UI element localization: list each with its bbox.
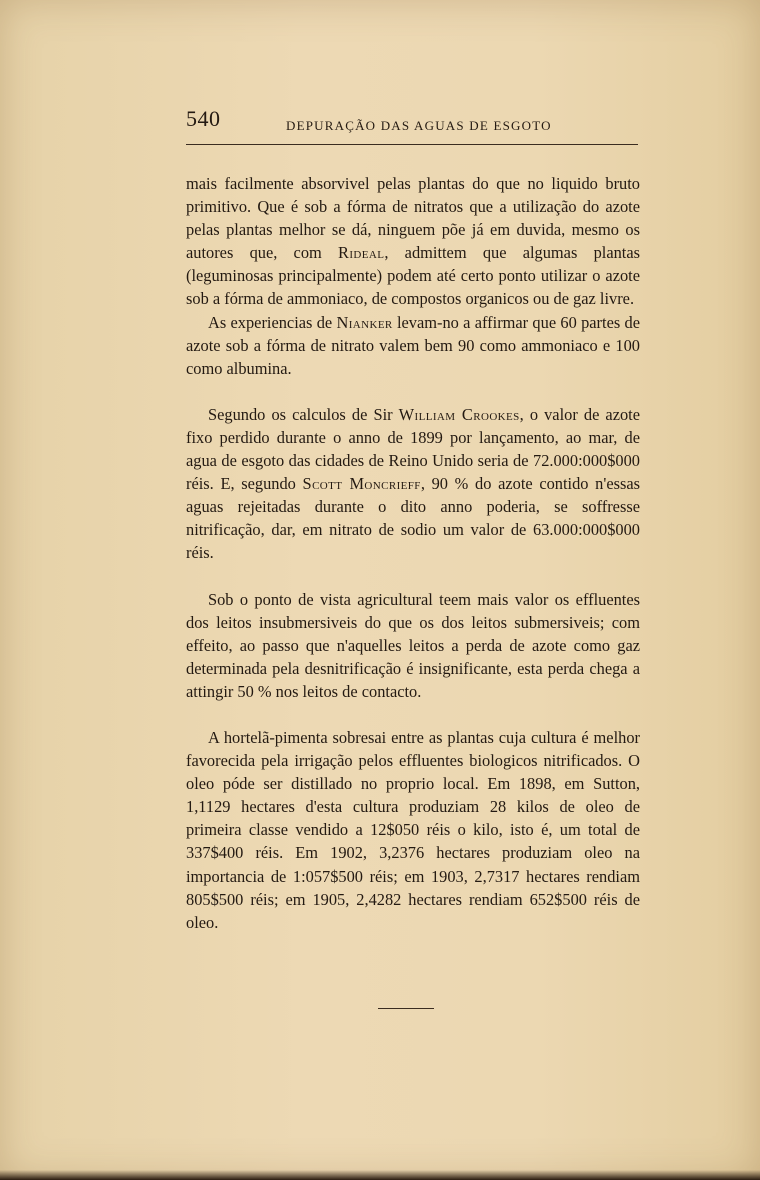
author-name-nianker: Nianker (336, 312, 393, 332)
paragraph-5: A hortelã-pimenta sobresai entre as plantas cuja cultura é melhor favorecida pela irrigação pelos effluentes biologicos nitrificados. O oleo póde ser distillado no proprio local. Em 1898, em Sutton, 1,1129 hectares d'esta cultura produziam 28 kilos de oleo de primeira classe vendido a 12$050 réis o kilo, isto é, um total de 337$400 réis. Em 1902, 3,2376 hectares produziam oleo na importancia de 1:057$500 réis; em 1903, 2,7317 hectares rendiam 805$500 réis; em 1905, 2,4282 hectares rendiam 652$500 réis de oleo. (186, 727, 640, 932)
paragraph-2 (186, 311, 640, 380)
paragraph-1 (186, 172, 640, 311)
author-name-rideal: Rideal (338, 243, 385, 263)
paragraph-2-tail: levam-no a affirmar que 60 partes de azote sob a fórma de nitrato valem bem 90 como ammoniaco e 100 como albumina. (186, 312, 640, 378)
page-header (186, 104, 638, 145)
paragraph-gap (186, 380, 640, 403)
paragraph-gap (186, 565, 640, 588)
paragraph-3-mid: , o valor de azote fixo perdido durante o anno de 1899 por lançamento, ao mar, de agua de esgoto das cidades de Reino Unido seria de 72.000:000$000 réis. E, segundo (186, 404, 641, 494)
end-rule (378, 1008, 434, 1009)
author-name-crookes: William Crookes (398, 404, 520, 424)
paragraph-1-tail: , admittem que algumas plantas (leguminosas principalmente) podem até certo ponto utilizar o azote sob a fórma de ammoniaco, de compostos organicos ou de gaz livre. (186, 243, 640, 309)
paragraph-1-text: mais facilmente absorvivel pelas plantas do que no liquido bruto primitivo. Que é sob a fórma de nitratos que a utilização do azote pelas plantas melhor se dá, ninguem põe já em duvida, mesmo os autores que, com (186, 174, 640, 263)
body-text (186, 172, 640, 934)
page-number: 540 (186, 106, 221, 131)
paragraph-gap (186, 703, 640, 726)
paragraph-3 (186, 403, 640, 565)
paragraph-3-tail: , 90 % do azote contido n'essas aguas rejeitadas durante o dito anno poderia, se soffresse nitrificação, dar, em nitrato de sodio um valor de 63.000:000$000 réis. (186, 474, 641, 563)
author-name-moncrieff: Scott Moncrieff (302, 474, 421, 494)
paragraph-2-head: As experiencias de (208, 312, 337, 332)
running-head: DEPURAÇÃO DAS AGUAS DE ESGOTO (286, 118, 552, 133)
page-edge (0, 1170, 760, 1180)
paragraph-3-head: Segundo os calculos de Sir (208, 404, 399, 424)
paragraph-4: Sob o ponto de vista agricultural teem mais valor os effluentes dos leitos insubmersiveis do que os dos leitos submersiveis; com effeito, ao passo que n'aquelles leitos a perda de azote como gaz determinada pela desnitrificação é insignificante, esta perda chega a attingir 50 % nos leitos de contacto. (186, 589, 640, 701)
